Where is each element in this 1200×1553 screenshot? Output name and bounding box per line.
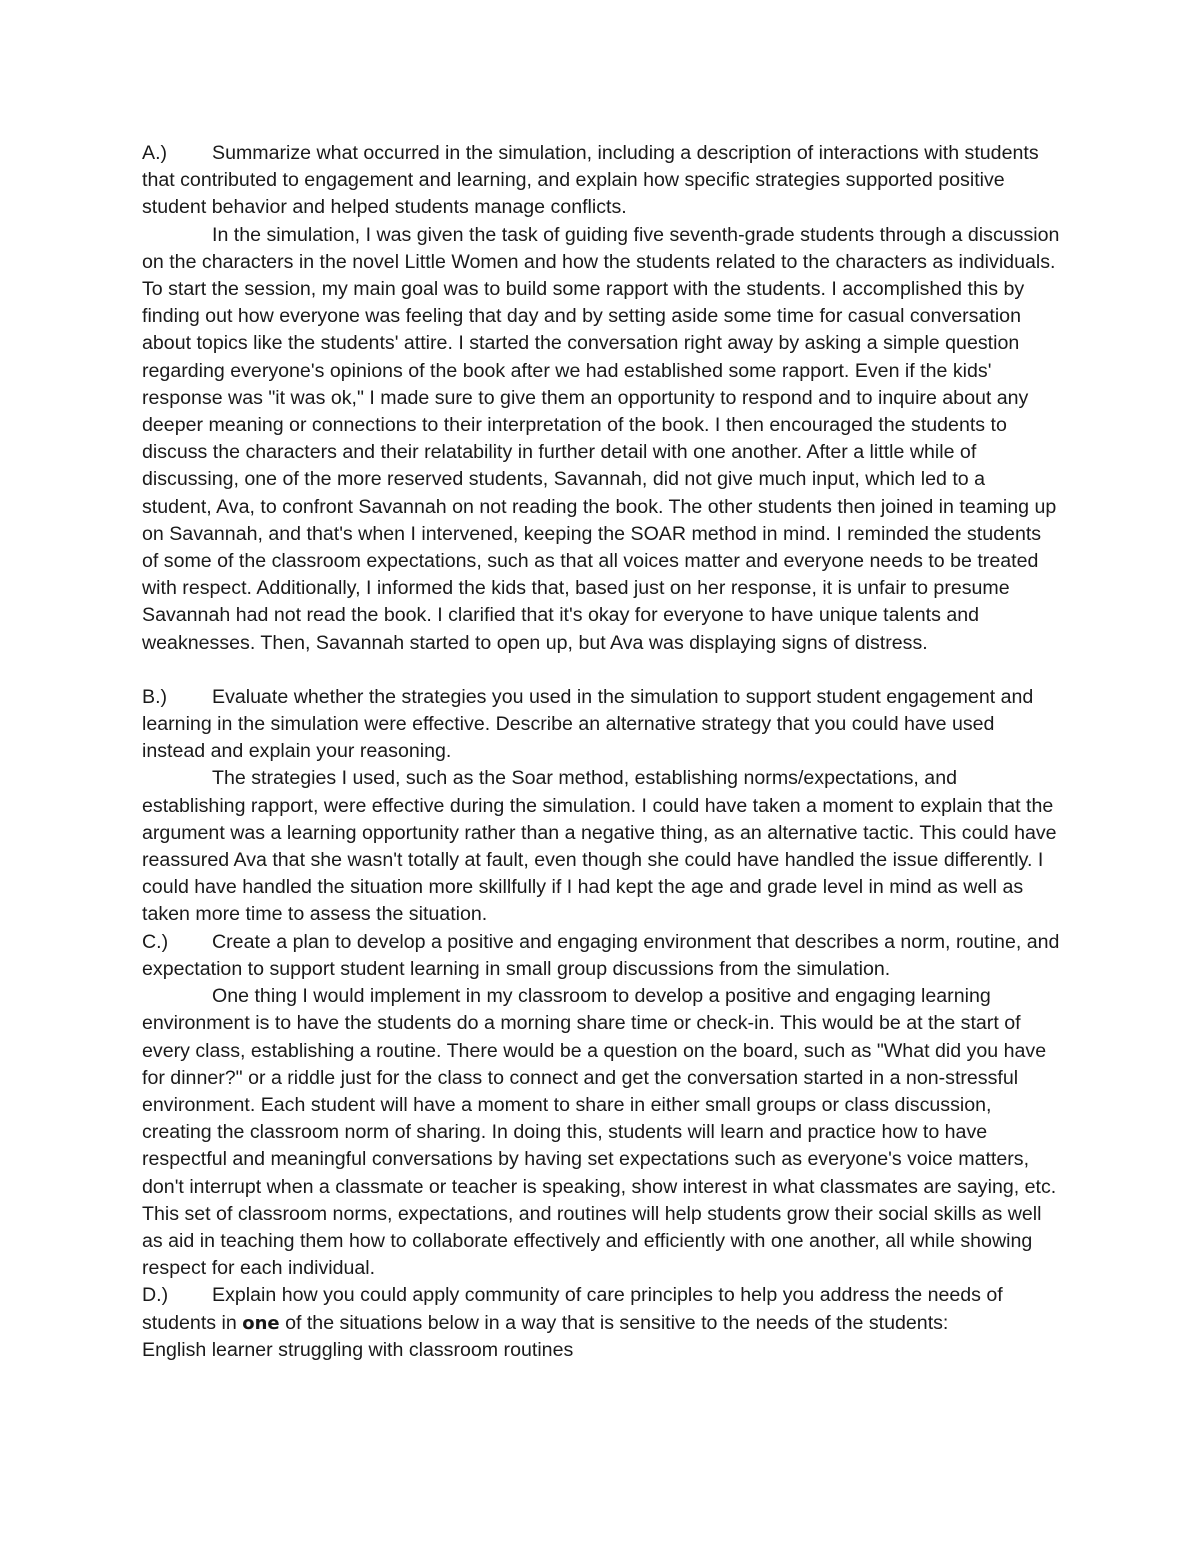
- section-a-prompt-text: Summarize what occurred in the simulation, including a description of interactions with students that contributed to engagement and learning, and explain how specific strategies supported positive student behavior and helped students manage conflicts.: [142, 142, 1039, 219]
- section-d-label: D.): [142, 1284, 169, 1307]
- section-c-prompt-text: Create a plan to develop a positive and engaging environment that describes a norm, routine, and expectation to support student learning in small group discussions from the simulation.: [142, 930, 1060, 980]
- section-a-prompt: [142, 140, 1060, 222]
- section-b-prompt: [142, 684, 1060, 766]
- section-b-prompt-text: Evaluate whether the strategies you used in the simulation to support student engagement and learning in the simulation were effective. Describe an alternative strategy that you could have used instead and explain your reasoning.: [142, 685, 1034, 763]
- section-c-answer: One thing I would implement in my classroom to develop a positive and engaging learning environment is to have the students do a morning share time or check-in. This would be at the start of every class, establishing a routine. There would be a question on the board, such as "What did you have for dinner?" or a riddle just for the class to connect and get the conversation started in a non-stressful environment. Each student will have a moment to share in either small groups or class discussion, creating the classroom norm of sharing. In doing this, students will learn and practice how to have respectful and meaningful conversations by having set expectations such as everyone's voice matters, don't interrupt when a classmate or teacher is speaking, show interest in what classmates are saying, etc. This set of classroom norms, expectations, and routines will help students grow their social skills as well as aid in teaching them how to collaborate effectively and efficiently with one another, all while showing respect for each individual.: [142, 985, 1057, 1280]
- section-c-label: C.): [142, 930, 169, 953]
- section-a-answer: In the simulation, I was given the task of guiding five seventh-grade students through a discussion on the characters in the novel Little Women and how the students related to the characters as individuals. To start the session, my main goal was to build some rapport with the students. I accomplished this by finding out how everyone was feeling that day and by setting aside some time for casual conversation about topics like the students' attire. I started the conversation right away by asking a simple question regarding everyone's opinions of the book after we had established some rapport. Even if the kids' response was "it was ok," I made sure to give them an opportunity to respond and to inquire about any deeper meaning or connections to their interpretation of the book. I then encouraged the students to discuss the characters and their relatability in further detail with one another. After a little while of discussing, one of the more reserved students, Savannah, did not give much input, which led to a student, Ava, to confront Savannah on not reading the book. The other students then joined in teaming up on Savannah, and that's when I intervened, keeping the SOAR method in mind. I reminded the students of some of the classroom expectations, such as that all voices matter and everyone needs to be treated with respect. Additionally, I informed the kids that, based just on her response, it is unfair to presume Savannah had not read the book. I clarified that it's okay for everyone to have unique talents and weaknesses. Then, Savannah started to open up, but Ava was displaying signs of distress.: [142, 223, 1060, 654]
- section-d-prompt-after: of the situations below in a way that is sensitive to the needs of the students:: [285, 1311, 949, 1334]
- section-spacer: [142, 657, 1060, 684]
- section-b-answer: The strategies I used, such as the Soar method, establishing norms/expectations, and establishing rapport, were effective during the simulation. I could have taken a moment to explain that the argument was a learning opportunity rather than a negative thing, as an alternative tactic. This could have reassured Ava that she wasn't totally at fault, even though she could have handled the issue differently. I could have handled the situation more skillfully if I had kept the age and grade level in mind as well as taken more time to assess the situation.: [142, 767, 1057, 926]
- section-d-prompt-before: Explain how you could apply community of care principles to help you address the needs of students in: [142, 1284, 1003, 1334]
- section-b-label: B.): [142, 685, 168, 708]
- document-page: [142, 140, 1060, 1364]
- section-d-prompt-bold: one: [242, 1312, 280, 1334]
- section-a-label: A.): [142, 142, 168, 164]
- section-c-prompt: [142, 929, 1060, 983]
- section-d-prompt: [142, 1282, 1060, 1336]
- section-d-situation: English learner struggling with classroom routines: [142, 1338, 574, 1361]
